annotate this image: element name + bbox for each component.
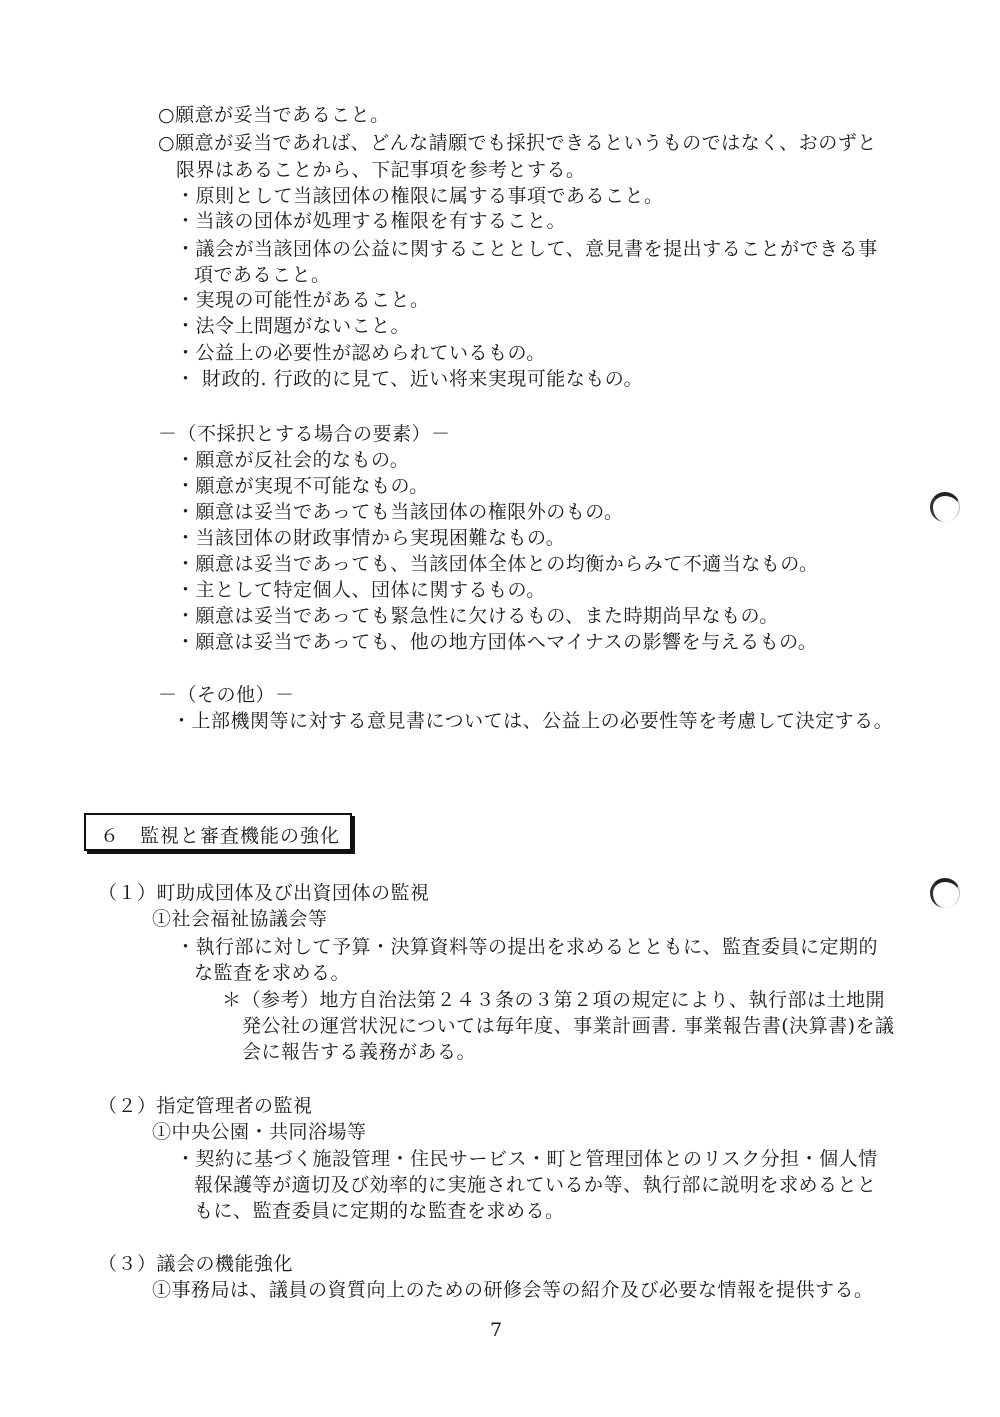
note-line: 会に報告する義務がある。	[242, 1041, 477, 1063]
subsection-heading: （３）議会の機能強化	[98, 1253, 294, 1275]
text-line: 限界はあることから、下記事項を参考とする。	[176, 159, 586, 181]
list-item: ・願意が反社会的なもの。	[176, 449, 410, 471]
section-heading-box	[84, 813, 352, 851]
list-item: ・願意は妥当であっても当該団体の権限外のもの。	[176, 501, 624, 523]
list-item: ・議会が当該団体の公益に関することとして、意見書を提出することができる事	[176, 238, 878, 260]
text-line: 報保護等が適切及び効率的に実施されているか等、執行部に説明を求めるとと	[194, 1174, 877, 1196]
list-item: ・願意が実現不可能なもの。	[176, 475, 429, 497]
section-heading: ６ 監視と審査機能の強化	[100, 825, 341, 847]
list-item: ・契約に基づく施設管理・住民サービス・町と管理団体とのリスク分担・個人情	[176, 1148, 878, 1170]
list-item: ・上部機関等に対する意見書については、公益上の必要性等を考慮して決定する。	[172, 710, 894, 732]
list-item: ・当該団体の財政事情から実現困難なもの。	[176, 527, 566, 549]
text-line: ①社会福祉協議会等	[152, 908, 328, 930]
list-item: ・原則として当該団体の権限に属する事項であること。	[176, 185, 664, 207]
note-line: 発公社の運営状況については毎年度、事業計画書. 事業報告書(決算書)を議	[242, 1015, 895, 1037]
list-item: ・願意は妥当であっても、他の地方団体へマイナスの影響を与えるもの。	[176, 631, 818, 653]
list-item: ・当該の団体が処理する権限を有すること。	[176, 210, 567, 232]
text-line: ①中央公園・共同浴場等	[152, 1121, 367, 1143]
page-number: 7	[490, 1319, 503, 1341]
punch-hole-mark	[930, 878, 960, 908]
list-item: ・ 財政的. 行政的に見て、近い将来実現可能なもの。	[176, 368, 643, 390]
text-line: な監査を求める。	[194, 962, 351, 984]
subheading: －（その他）－	[158, 684, 295, 706]
list-item: ・願意は妥当であっても緊急性に欠けるもの、また時期尚早なもの。	[176, 605, 779, 627]
list-item: ・公益上の必要性が認められているもの。	[176, 342, 546, 364]
list-item: ・法令上問題がないこと。	[176, 315, 411, 337]
text-line: もに、監査委員に定期的な監査を求める。	[194, 1200, 565, 1222]
list-item: ・主として特定個人、団体に関するもの。	[176, 579, 546, 601]
punch-hole-mark	[930, 492, 960, 522]
subheading: －（不採択とする場合の要素）－	[158, 423, 451, 445]
list-item: ・執行部に対して予算・決算資料等の提出を求めるとともに、監査委員に定期的	[176, 936, 879, 958]
note-line: ＊（参考）地方自治法第２４３条の３第２項の規定により、執行部は土地開	[222, 989, 886, 1011]
subsection-heading: （２）指定管理者の監視	[98, 1095, 313, 1117]
list-item: ・実現の可能性があること。	[176, 289, 430, 311]
text-line: ○願意が妥当であれば、どんな請願でも採択できるというものではなく、おのずと	[158, 132, 877, 154]
list-item: ・願意は妥当であっても、当該団体全体との均衡からみて不適当なもの。	[176, 553, 819, 575]
subsection-heading: （１）町助成団体及び出資団体の監視	[98, 882, 430, 904]
text-line: ①事務局は、議員の資質向上のための研修会等の紹介及び必要な情報を提供する。	[152, 1279, 874, 1301]
text-line: ○願意が妥当であること。	[158, 104, 390, 126]
text-line: 項であること。	[194, 264, 331, 286]
